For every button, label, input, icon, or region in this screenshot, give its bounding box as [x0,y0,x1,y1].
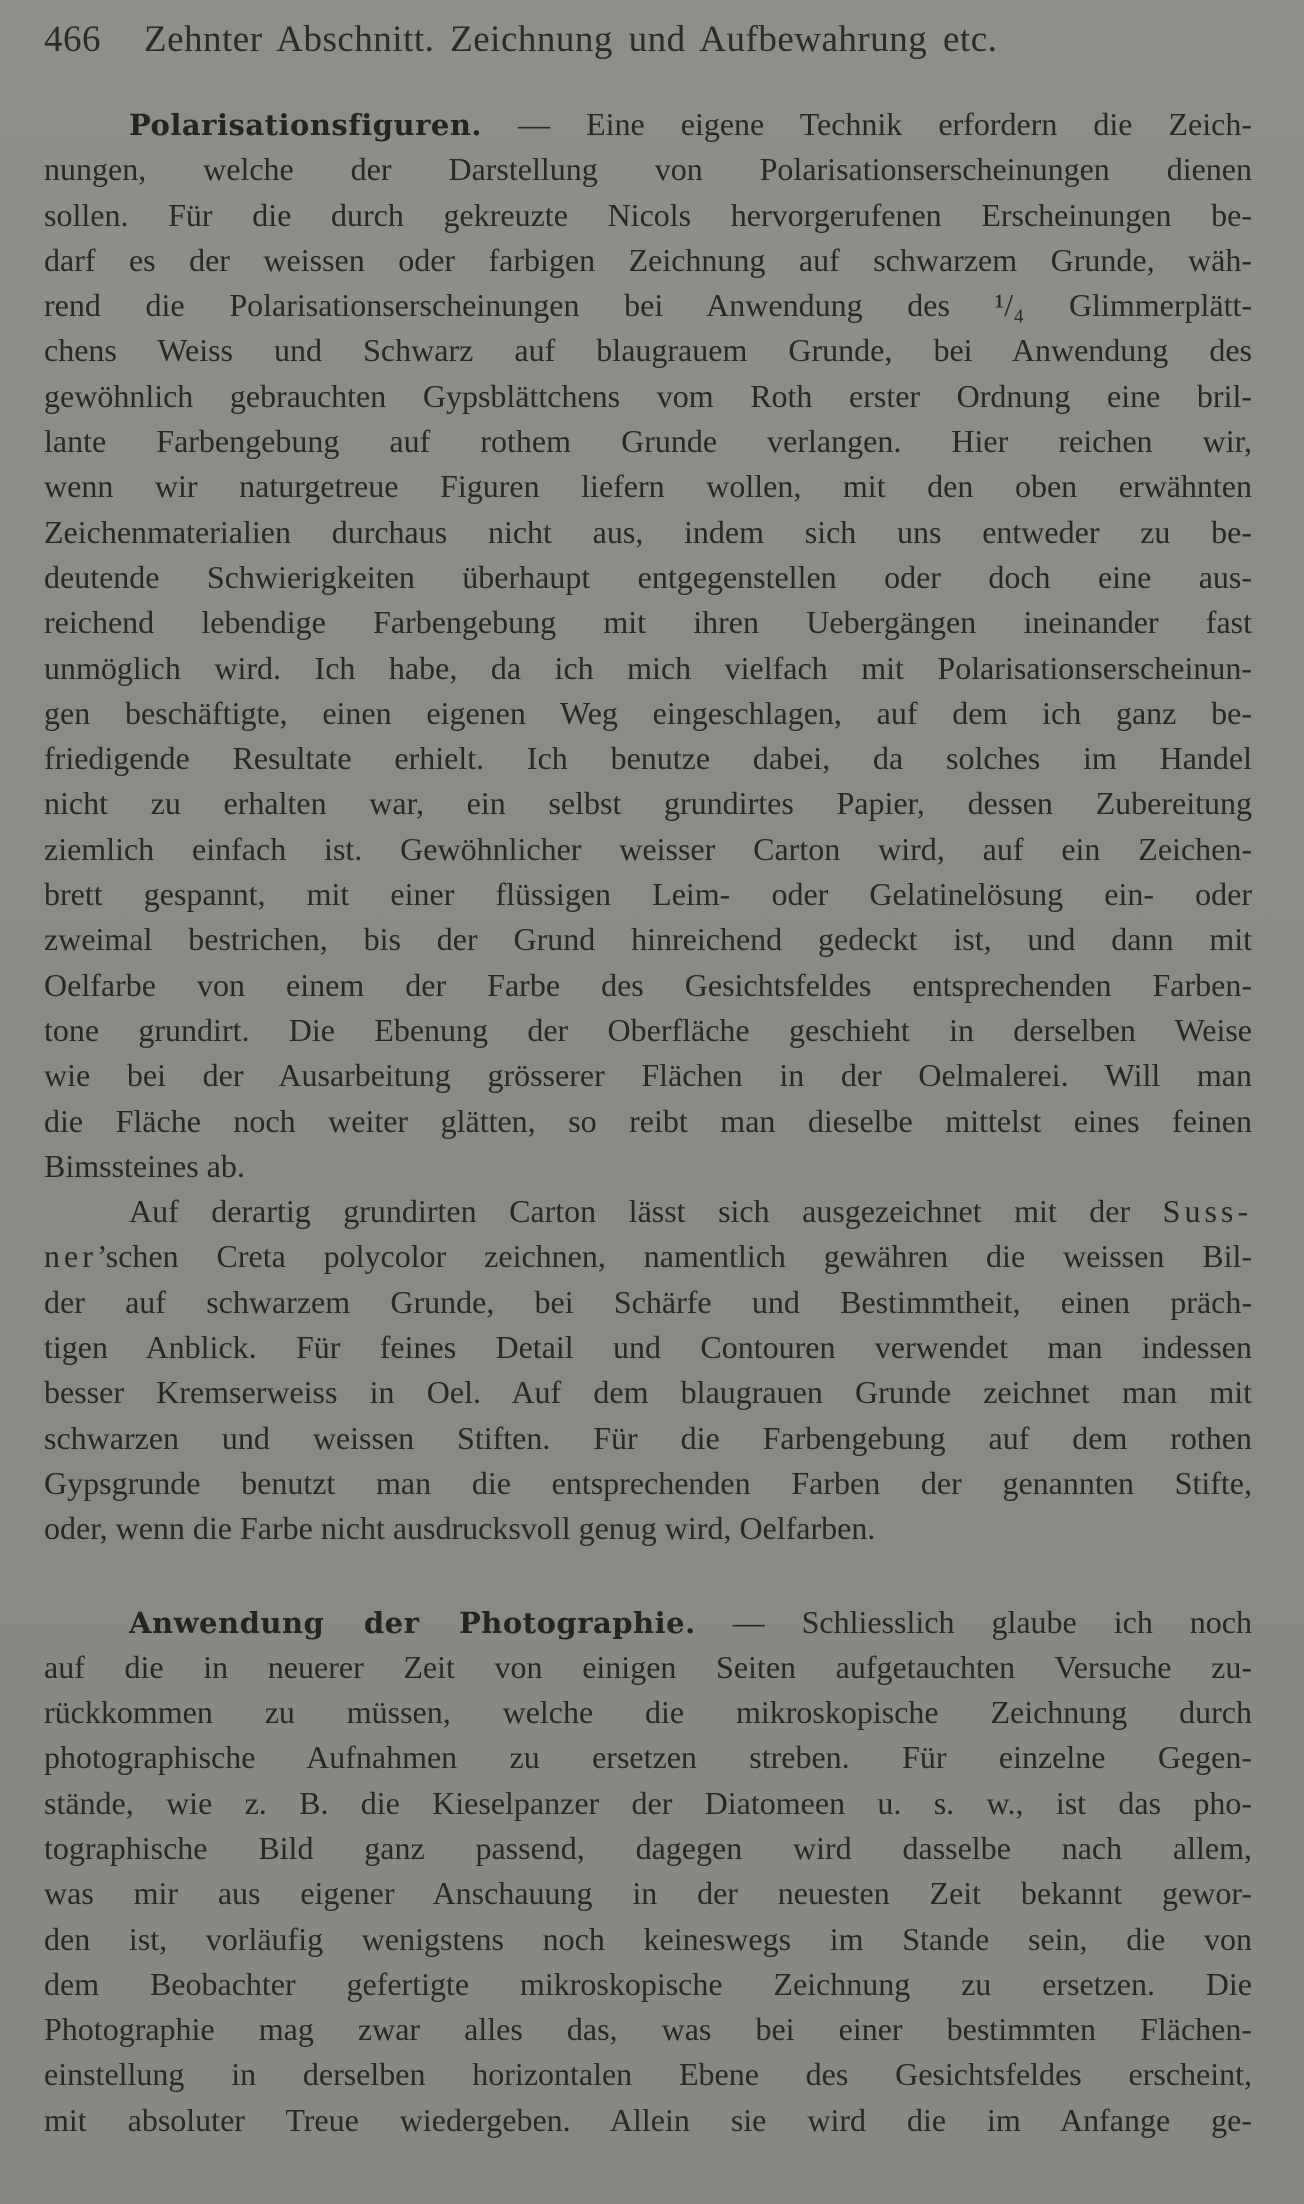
text-line: auf die in neuerer Zeit von einigen Seiten aufgetauchten Versuche zu- [44,1648,1252,1685]
text-line: der auf schwarzem Grunde, bei Schärfe und Bestimmtheit, einen präch- [44,1283,1252,1320]
paragraph-creta-polycolor [44,1189,1252,1551]
text-line: brett gespannt, mit einer flüssigen Leim- oder Gelatinelösung ein- oder [44,876,1252,913]
text-line: lante Farbengebung auf rothem Grunde verlangen. Hier reichen wir, [44,423,1252,460]
text-line: zweimal bestrichen, bis der Grund hinreichend gedeckt ist, und dann mit [44,921,1252,958]
text-line: besser Kremserweiss in Oel. Auf dem blaugrauen Grunde zeichnet man mit [44,1374,1252,1411]
author-name-spaced: ner [44,1238,97,1275]
text-line: ’schen Creta polycolor zeichnen, namentlich gewähren die weissen Bil- [96,1238,1252,1275]
text-line: deutende Schwierigkeiten überhaupt entgegenstellen oder doch eine aus- [44,558,1252,595]
text-line: wenn wir naturgetreue Figuren liefern wollen, mit den oben erwähnten [44,468,1252,505]
text-line: darf es der weissen oder farbigen Zeichnung auf schwarzem Grunde, wäh- [44,241,1252,278]
text-line: schwarzen und weissen Stiften. Für die Farbengebung auf dem rothen [44,1419,1252,1456]
text-line: nungen, welche der Darstellung von Polarisationserscheinungen dienen [44,151,1252,188]
running-head-title: Zehnter Abschnitt. Zeichnung und Aufbewahrung etc. [144,19,998,60]
text-line: stände, wie z. B. die Kieselpanzer der Diatomeen u. s. w., ist das pho- [44,1784,1252,1821]
text-line: Photographie mag zwar alles das, was bei einer bestimmten Flächen- [44,2011,1252,2048]
text-line: oder, wenn die Farbe nicht ausdrucksvoll genug wird, Oelfarben. [44,1510,876,1547]
text-line: wie bei der Ausarbeitung grösserer Flächen in der Oelmalerei. Will man [44,1057,1252,1094]
text-line: rückkommen zu müssen, welche die mikroskopische Zeichnung durch [44,1694,1252,1731]
text-line: — Eine eigene Technik erfordern die Zeich- [482,106,1252,142]
text-line: photographische Aufnahmen zu ersetzen streben. Für einzelne Gegen- [44,1739,1252,1776]
running-head [44,18,1252,66]
text-line: Bimssteines ab. [44,1147,245,1184]
text-line: dem Beobachter gefertigte mikroskopische Zeichnung zu ersetzen. Die [44,1965,1252,2002]
paragraph-heading: Polarisationsfiguren. [129,108,483,142]
author-name-spaced: Suss- [1162,1193,1252,1230]
text-line: die Fläche noch weiter glätten, so reibt man dieselbe mittelst eines feinen [44,1102,1252,1139]
body-text [44,102,1252,2143]
text-line: Auf derartig grundirten Carton lässt sich ausgezeichnet mit der [129,1193,1163,1230]
text-line: mit absoluter Treue wiedergeben. Allein sie wird die im Anfange ge- [44,2101,1252,2138]
text-line: Gypsgrunde benutzt man die entsprechenden Farben der genannten Stifte, [44,1464,1252,1501]
paragraph-heading: Anwendung der Photographie. [129,1605,696,1640]
paragraph-polarisationsfiguren [44,102,1252,1189]
text-line: tographische Bild ganz passend, dagegen wird dasselbe nach allem, [44,1829,1252,1866]
paragraph-gap [44,1552,1252,1600]
text-line: Oelfarbe von einem der Farbe des Gesichtsfeldes entsprechenden Farben- [44,966,1252,1003]
text-line: ziemlich einfach ist. Gewöhnlicher weisser Carton wird, auf ein Zeichen- [44,830,1252,867]
text-line: einstellung in derselben horizontalen Ebene des Gesichtsfeldes erscheint, [44,2056,1252,2093]
text-line: was mir aus eigener Anschauung in der neuesten Zeit bekannt gewor- [44,1875,1252,1912]
text-line: nicht zu erhalten war, ein selbst grundirtes Papier, dessen Zubereitung [44,785,1252,822]
text-line: tigen Anblick. Für feines Detail und Contouren verwendet man indessen [44,1329,1252,1366]
text-line: gewöhnlich gebrauchten Gypsblättchens vom Roth erster Ordnung eine bril- [44,377,1252,414]
text-line [44,1234,1252,1279]
text-line: gen beschäftigte, einen eigenen Weg eingeschlagen, auf dem ich ganz be- [44,694,1252,731]
paragraph-first-line [44,1600,1252,1645]
paragraph-first-line [44,1189,1252,1234]
text-line: den ist, vorläufig wenigstens noch keineswegs im Stande sein, die von [44,1920,1252,1957]
text-line: rend die Polarisationserscheinungen bei Anwendung des ¹/₄ Glimmerplätt- [44,287,1252,324]
text-line: sollen. Für die durch gekreuzte Nicols hervorgerufenen Erscheinungen be- [44,196,1252,233]
text-line: — Schliesslich glaube ich noch [695,1603,1252,1640]
text-line: friedigende Resultate erhielt. Ich benutze dabei, da solches im Handel [44,740,1252,777]
page-number: 466 [44,19,101,60]
text-line: tone grundirt. Die Ebenung der Oberfläche geschieht in derselben Weise [44,1011,1252,1048]
paragraph-first-line [44,102,1252,147]
paragraph-photographie [44,1600,1252,2144]
text-line: Zeichenmaterialien durchaus nicht aus, indem sich uns entweder zu be- [44,513,1252,550]
text-line: chens Weiss und Schwarz auf blaugrauem Grunde, bei Anwendung des [44,332,1252,369]
text-line: reichend lebendige Farbengebung mit ihren Uebergängen ineinander fast [44,604,1252,641]
text-line: unmöglich wird. Ich habe, da ich mich vielfach mit Polarisationserscheinun- [44,649,1252,686]
